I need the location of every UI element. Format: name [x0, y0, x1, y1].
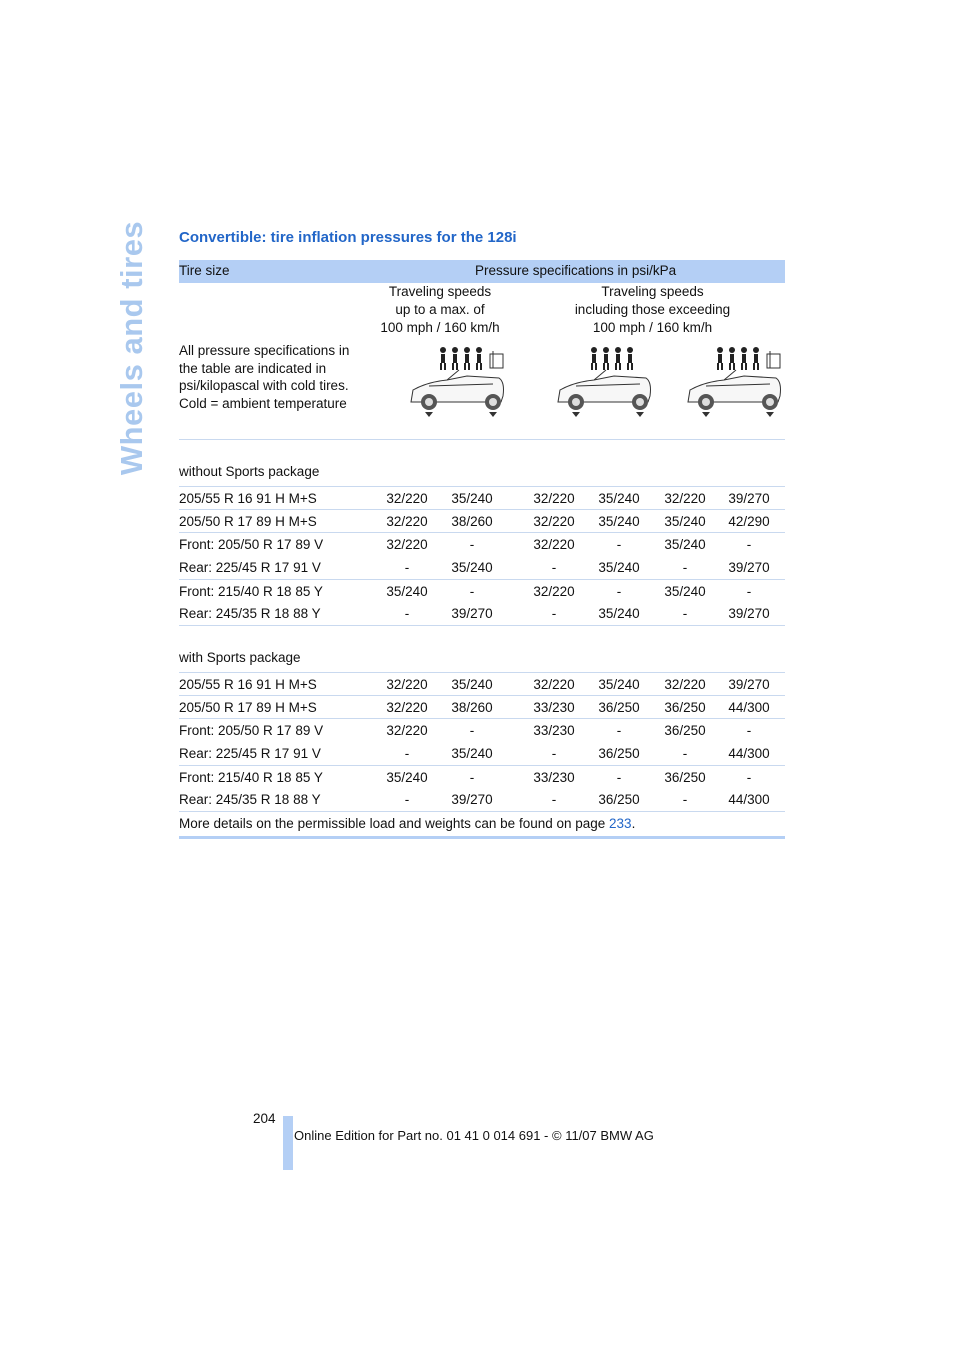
pressure-cell: 35/240 [386, 770, 428, 785]
page-marker-bar [283, 1116, 293, 1170]
speed-heading-up-to-100 [369, 283, 511, 337]
note-line: the table are indicated in [179, 360, 327, 376]
pressure-cell: - [682, 746, 688, 761]
pressure-cell: 39/270 [728, 491, 770, 506]
tire-size-cell: Rear: 245/35 R 18 88 Y [179, 792, 321, 807]
chapter-side-title-text: Wheels and tires [114, 220, 150, 476]
pressure-cell: - [469, 537, 475, 552]
pressure-cell: 36/250 [598, 792, 640, 807]
pressure-cell: 35/240 [451, 677, 493, 692]
pressure-cell: 32/220 [533, 677, 575, 692]
pressure-cell: 39/270 [451, 606, 493, 621]
pressure-cell: 33/230 [533, 723, 575, 738]
pressure-cell: 35/240 [598, 606, 640, 621]
pressure-cell: 36/250 [598, 700, 640, 715]
pressure-cell: 36/250 [664, 770, 706, 785]
tire-size-cell: 205/50 R 17 89 H M+S [179, 700, 317, 715]
pressure-cell: - [551, 560, 557, 575]
convertible-car-four-occupants-icon [554, 346, 654, 418]
pressure-cell: - [404, 560, 410, 575]
pressure-cell: - [682, 560, 688, 575]
pressure-cell: - [746, 584, 752, 599]
pressure-cell: - [551, 792, 557, 807]
table-row [179, 742, 785, 765]
pressure-cell: 36/250 [664, 700, 706, 715]
tire-pressure-table [179, 260, 785, 831]
chapter-side-title [112, 220, 152, 476]
pressure-cell: 39/270 [728, 606, 770, 621]
speed-a-line: Traveling speeds [388, 284, 492, 299]
pressure-cell: 36/250 [664, 723, 706, 738]
pressure-cell: - [404, 746, 410, 761]
header-tire-size: Tire size [179, 263, 230, 278]
table-row [179, 532, 785, 556]
speed-heading-over-100 [545, 283, 760, 337]
speed-b-line: Traveling speeds [601, 284, 704, 299]
tire-size-cell: Rear: 225/45 R 17 91 V [179, 560, 321, 575]
table-row [179, 579, 785, 603]
pressure-cell: 35/240 [451, 491, 493, 506]
pressure-cell: 44/300 [728, 792, 770, 807]
pressure-cell: 32/220 [386, 677, 428, 692]
tire-size-cell: 205/50 R 17 89 H M+S [179, 514, 317, 529]
pressure-note [179, 342, 364, 412]
pressure-cell: - [682, 606, 688, 621]
pressure-cell: 44/300 [728, 700, 770, 715]
pressure-cell: 35/240 [451, 746, 493, 761]
speed-a-line: 100 mph / 160 km/h [380, 320, 500, 335]
pressure-cell: 35/240 [664, 584, 706, 599]
pressure-cell: 38/260 [451, 700, 493, 715]
tire-size-cell: Front: 215/40 R 18 85 Y [179, 584, 323, 599]
pressure-cell: - [551, 606, 557, 621]
pressure-cell: - [616, 537, 622, 552]
table-row [179, 695, 785, 719]
pressure-cell: 33/230 [533, 770, 575, 785]
pressure-cell: 32/220 [386, 700, 428, 715]
table-header [179, 260, 785, 283]
pressure-cell: 36/250 [598, 746, 640, 761]
pressure-cell: 32/220 [533, 584, 575, 599]
pressure-cell: 44/300 [728, 746, 770, 761]
pressure-cell: 38/260 [451, 514, 493, 529]
pressure-cell: - [616, 723, 622, 738]
pressure-cell: - [404, 792, 410, 807]
pressure-cell: 35/240 [598, 491, 640, 506]
table-bottom-rule [179, 836, 785, 839]
note-line: Cold = ambient temperature [179, 395, 347, 411]
pressure-cell: 35/240 [598, 677, 640, 692]
pressure-cell: 32/220 [533, 491, 575, 506]
pressure-cell: 32/220 [386, 723, 428, 738]
pressure-cell: 32/220 [664, 677, 706, 692]
divider [179, 439, 785, 440]
note-line: psi/kilopascal with cold tires. [179, 378, 349, 393]
table-row [179, 556, 785, 579]
pressure-cell: - [616, 770, 622, 785]
table-row [179, 788, 785, 811]
pressure-cell: - [746, 770, 752, 785]
pressure-cell: 35/240 [664, 514, 706, 529]
tire-size-cell: Front: 205/50 R 17 89 V [179, 723, 324, 738]
tire-size-cell: Rear: 245/35 R 18 88 Y [179, 606, 321, 621]
section-label-without-sports: without Sports package [179, 464, 320, 479]
section-heading: Convertible: tire inflation pressures for the 128i [179, 229, 517, 246]
pressure-cell: 35/240 [598, 560, 640, 575]
section-label-with-sports: with Sports package [179, 650, 301, 665]
speed-b-line: 100 mph / 160 km/h [592, 320, 713, 335]
pressure-cell: 35/240 [451, 560, 493, 575]
pressure-cell: 35/240 [386, 584, 428, 599]
pressure-cell: 32/220 [533, 537, 575, 552]
pressure-cell: - [746, 723, 752, 738]
pressure-cell: 32/220 [386, 491, 428, 506]
pressure-cell: - [469, 723, 475, 738]
table-row [179, 718, 785, 742]
table-row [179, 602, 785, 626]
pressure-cell: 39/270 [728, 560, 770, 575]
pressure-cell: 32/220 [533, 514, 575, 529]
note-line: All pressure specifications in [179, 343, 350, 358]
table-row [179, 672, 785, 696]
speed-a-line: up to a max. of [395, 302, 485, 317]
page-number: 204 [253, 1111, 276, 1126]
pressure-cell: 39/270 [451, 792, 493, 807]
pressure-cell: - [746, 537, 752, 552]
pressure-cell: - [551, 746, 557, 761]
tire-size-cell: 205/55 R 16 91 H M+S [179, 491, 317, 506]
header-pressure: Pressure specifications in psi/kPa [475, 263, 677, 278]
pressure-cell: 39/270 [728, 677, 770, 692]
pressure-cell: - [469, 770, 475, 785]
pressure-cell: 32/220 [386, 514, 428, 529]
tire-size-cell: Front: 205/50 R 17 89 V [179, 537, 324, 552]
footnote-text [179, 816, 635, 831]
pressure-cell: - [682, 792, 688, 807]
pressure-cell: 33/230 [533, 700, 575, 715]
pressure-cell: 42/290 [728, 514, 770, 529]
pressure-cell: - [404, 606, 410, 621]
footer-edition-text: Online Edition for Part no. 01 41 0 014 691 - © 11/07 BMW AG [294, 1128, 654, 1143]
speed-b-line: including those exceeding [574, 302, 731, 317]
table-row [179, 765, 785, 789]
table-row [179, 486, 785, 510]
footnote-body: More details on the permissible load and weights can be found on page [179, 816, 610, 831]
pressure-cell: 32/220 [386, 537, 428, 552]
pressure-cell: - [616, 584, 622, 599]
pressure-cell: 35/240 [598, 514, 640, 529]
pressure-cell: 35/240 [664, 537, 706, 552]
page-link-233[interactable]: 233 [609, 816, 632, 831]
pressure-cell: - [469, 584, 475, 599]
footnote-end: . [631, 816, 636, 831]
tire-size-cell: Front: 215/40 R 18 85 Y [179, 770, 323, 785]
table-row [179, 509, 785, 533]
tire-size-cell: Rear: 225/45 R 17 91 V [179, 746, 321, 761]
convertible-car-loaded-icon [407, 346, 507, 418]
tire-size-cell: 205/55 R 16 91 H M+S [179, 677, 317, 692]
pressure-cell: 32/220 [664, 491, 706, 506]
table-footnote [179, 811, 785, 831]
convertible-car-loaded-icon [684, 346, 784, 418]
